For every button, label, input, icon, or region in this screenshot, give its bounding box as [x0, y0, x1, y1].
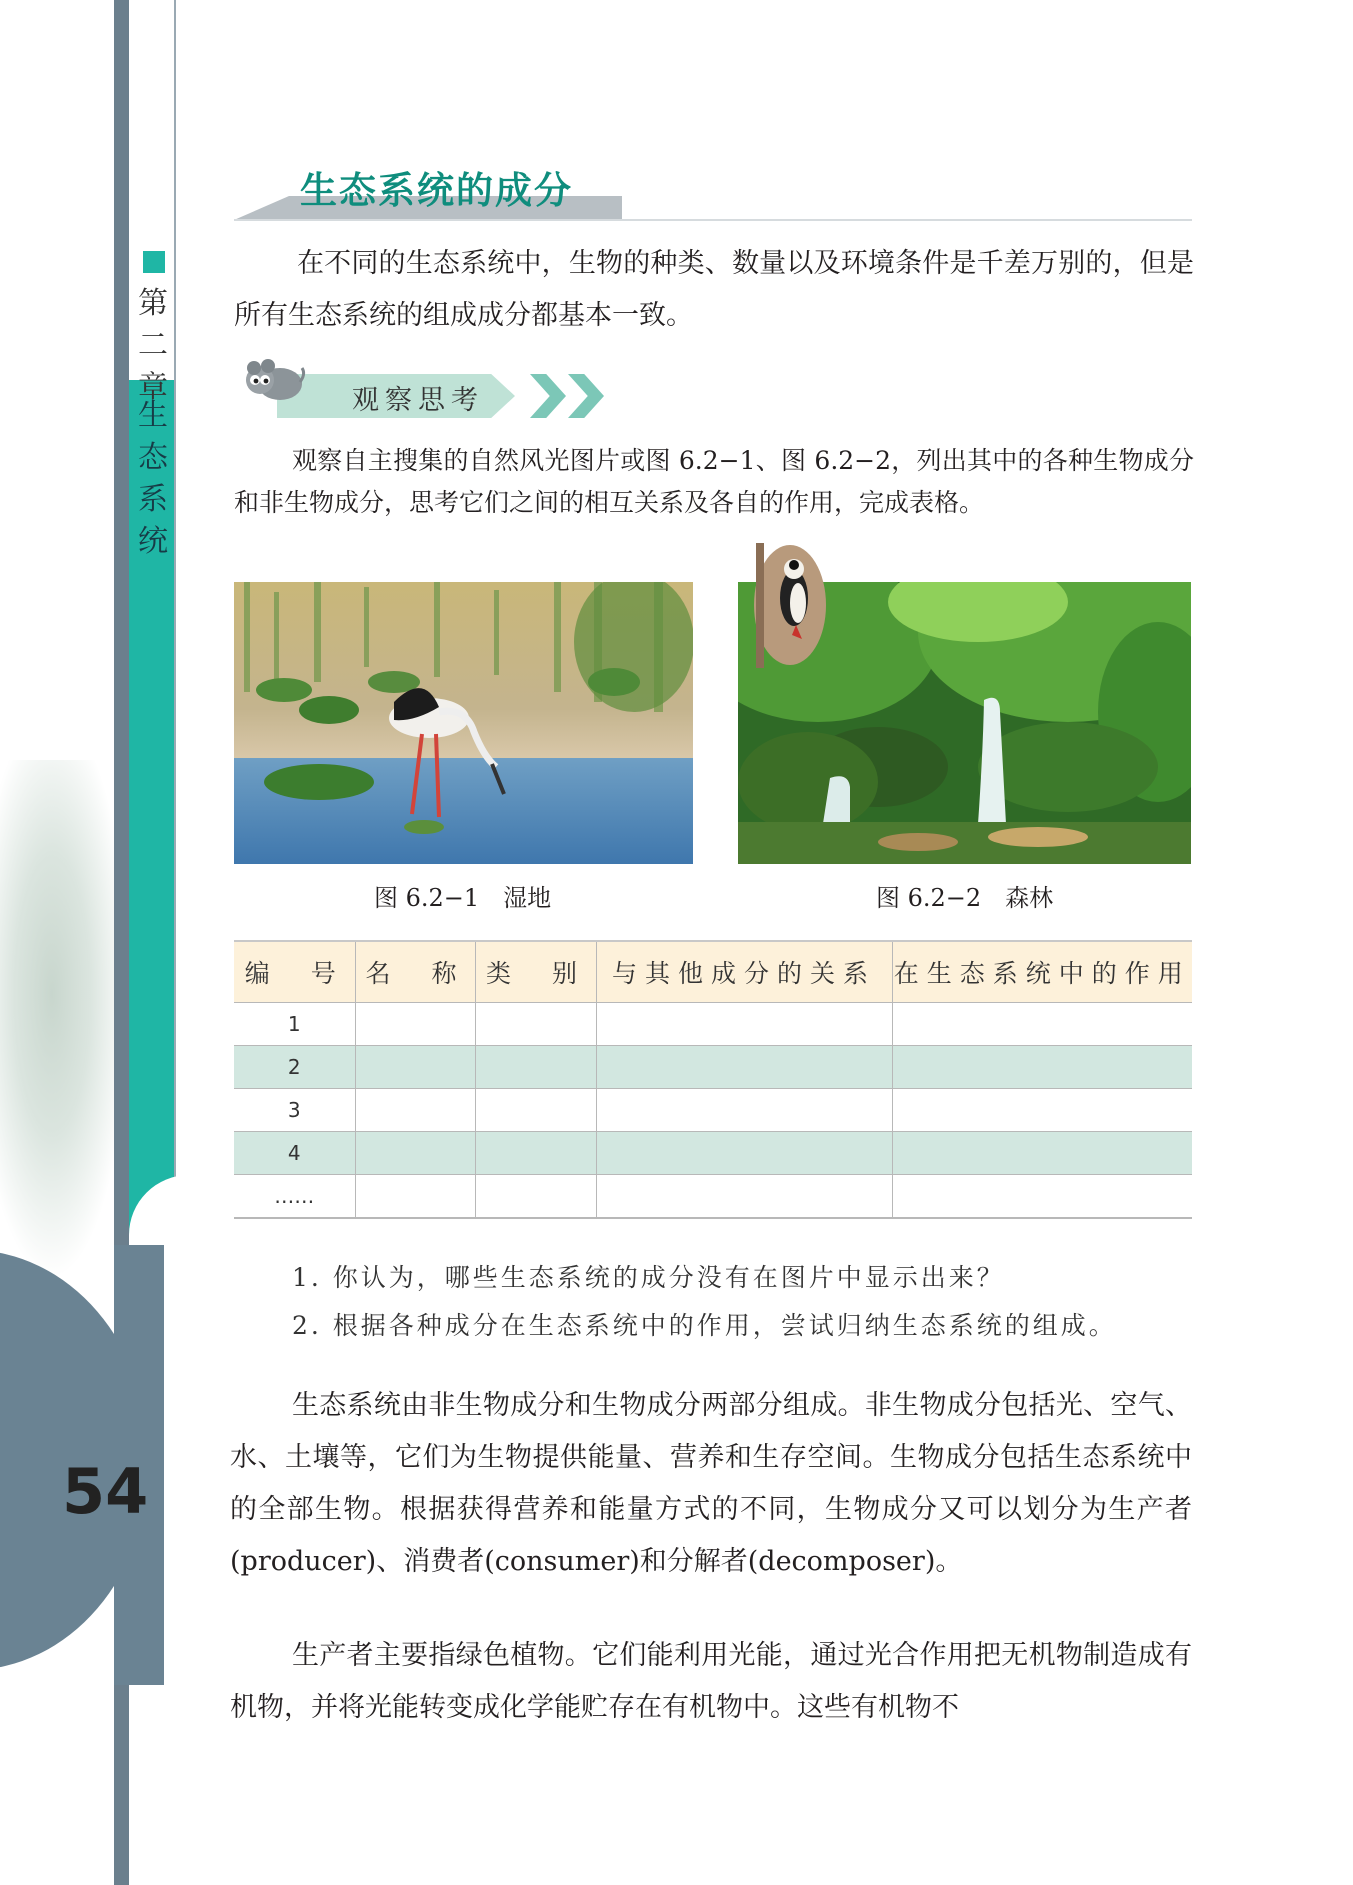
row-number: 2: [234, 1046, 355, 1089]
row-number: 3: [234, 1089, 355, 1132]
chapter-label: [136, 283, 170, 409]
row-number: ……: [234, 1175, 355, 1219]
table-cell[interactable]: [475, 1175, 596, 1219]
observe-label: 观察思考: [352, 385, 484, 416]
chapter-name-char: 统: [138, 524, 168, 559]
header-id: 编 号: [234, 941, 355, 1003]
table-cell[interactable]: [596, 1046, 892, 1089]
mouse-mascot-icon: [240, 356, 306, 406]
chapter-marker-square: [143, 251, 165, 273]
table-cell[interactable]: [892, 1046, 1192, 1089]
question-1: 1. 你认为，哪些生态系统的成分没有在图片中显示出来？: [292, 1263, 1005, 1292]
background-wash: [0, 760, 130, 1280]
intro-paragraph: 在不同的生态系统中，生物的种类、数量以及环境条件是千差万别的，但是所有生态系统的组成成分都基本一致。: [234, 248, 1194, 331]
table-cell[interactable]: [892, 1132, 1192, 1175]
wetland-photo: [234, 582, 693, 864]
table-cell[interactable]: [475, 1089, 596, 1132]
section-title: 生态系统的成分: [300, 169, 573, 212]
chapter-char: 章: [138, 370, 168, 405]
title-underlay-edge: [234, 196, 289, 220]
table-header-row: [234, 941, 1192, 1003]
table-cell[interactable]: [355, 1132, 475, 1175]
figure-caption-forest: 图 6.2−2 森林: [876, 884, 1054, 912]
chevron-right-icon: [530, 374, 566, 418]
row-number: 4: [234, 1132, 355, 1175]
table-cell[interactable]: [475, 1003, 596, 1046]
table-cell[interactable]: [475, 1046, 596, 1089]
title-rule: [234, 219, 1192, 221]
table-row: [234, 1003, 1192, 1046]
header-role: 在生态系统中的作用: [892, 941, 1192, 1003]
row-number: 1: [234, 1003, 355, 1046]
table-cell[interactable]: [355, 1175, 475, 1219]
observation-table: [234, 940, 1192, 1219]
observe-instructions: 观察自主搜集的自然风光图片或图 6.2−1、图 6.2−2，列出其中的各种生物成分和非生物成分，思考它们之间的相互关系及各自的作用，完成表格。: [234, 446, 1194, 517]
page-number: 54: [62, 1455, 149, 1528]
header-relationship: 与其他成分的关系: [596, 941, 892, 1003]
chevron-right-icon: [568, 374, 604, 418]
question-2: 2. 根据各种成分在生态系统中的作用，尝试归纳生态系统的组成。: [292, 1311, 1117, 1340]
table-cell[interactable]: [596, 1132, 892, 1175]
table-row: [234, 1175, 1192, 1219]
table-row: [234, 1046, 1192, 1089]
table-row: [234, 1132, 1192, 1175]
table-cell[interactable]: [355, 1003, 475, 1046]
chapter-char: 第: [138, 286, 168, 321]
table-cell[interactable]: [355, 1046, 475, 1089]
table-cell[interactable]: [355, 1089, 475, 1132]
table-cell[interactable]: [892, 1175, 1192, 1219]
chapter-name-char: 系: [138, 482, 168, 517]
chapter-name-char: 生: [138, 398, 168, 433]
chapter-char: 二: [138, 328, 168, 363]
figure-caption-wetland: 图 6.2−1 湿地: [374, 884, 552, 912]
table-row: [234, 1089, 1192, 1132]
table-cell[interactable]: [596, 1175, 892, 1219]
woodpecker-inset-photo: [750, 543, 830, 668]
chapter-name: [136, 395, 170, 563]
header-category: 类 别: [475, 941, 596, 1003]
table-cell[interactable]: [892, 1003, 1192, 1046]
table-cell[interactable]: [596, 1003, 892, 1046]
table-cell[interactable]: [475, 1132, 596, 1175]
body-paragraph: 生态系统由非生物成分和生物成分两部分组成。非生物成分包括光、空气、水、土壤等，它们为生物提供能量、营养和生存空间。生物成分包括生态系统中的全部生物。根据获得营养和能量方式的不同，生物成分又可以划分为生产者(producer)、消费者(consumer)和分解者(decomposer)。: [230, 1390, 1192, 1577]
table-cell[interactable]: [892, 1089, 1192, 1132]
table-cell[interactable]: [596, 1089, 892, 1132]
chapter-name-char: 态: [138, 440, 168, 475]
header-name: 名 称: [355, 941, 475, 1003]
body-paragraph: 生产者主要指绿色植物。它们能利用光能，通过光合作用把无机物制造成有机物，并将光能转变成化学能贮存在有机物中。这些有机物不: [230, 1640, 1192, 1723]
